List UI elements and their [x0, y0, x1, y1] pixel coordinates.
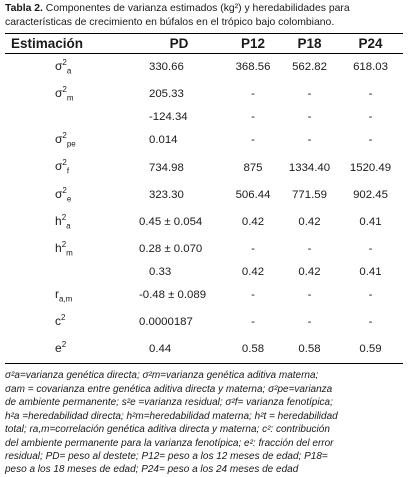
table-row — [5, 54, 403, 82]
table-row — [5, 81, 403, 108]
variance-components-table — [5, 33, 403, 364]
symbol-base: σ — [55, 59, 63, 73]
table-row — [5, 236, 403, 263]
value-p24: 1520.49 — [349, 161, 392, 174]
value-p18: - — [307, 316, 312, 329]
value-p18: 0.42 — [298, 266, 321, 279]
value-p12: 0.42 — [241, 215, 265, 228]
value-p24: 0.41 — [359, 266, 382, 279]
symbol-subscript: f — [66, 166, 70, 176]
symbol-superscript: 2 — [61, 239, 67, 249]
symbol-superscript: 2 — [62, 85, 67, 95]
estimation-symbol — [5, 81, 133, 108]
caption-text: Componentes de varianza estimados (kg²) y heredabilidades para características de crecimiento en búfalos en el trópico bajo colombiano. — [5, 3, 350, 28]
estimation-symbol — [5, 282, 133, 309]
value-pd: 734.98 — [149, 161, 184, 174]
value-pd: -0.48 ± 0.089 — [139, 289, 207, 302]
symbol-base: σ — [55, 159, 63, 174]
value-p12: 0.58 — [225, 336, 281, 364]
table-row — [5, 127, 403, 154]
table-body — [5, 54, 403, 364]
value-pd: 0.28 ± 0.070 — [139, 243, 203, 256]
value-p24: 0.59 — [338, 336, 403, 364]
value-p18: 0.58 — [281, 336, 338, 364]
value-p18: - — [307, 134, 312, 147]
value-p18: 771.59 — [292, 188, 327, 201]
estimation-symbol — [5, 209, 133, 236]
value-p18: - — [307, 243, 312, 256]
value-p12: - — [251, 111, 255, 124]
value-pd: 0.45 ± 0.054 — [139, 215, 203, 228]
symbol-subscript: pe — [66, 139, 76, 149]
symbol-superscript: 2 — [62, 131, 67, 141]
symbol-base: h — [55, 240, 62, 255]
symbol-superscript: 2 — [61, 212, 67, 222]
caption-label: Tabla 2. — [5, 3, 43, 14]
symbol-superscript: 2 — [62, 58, 67, 67]
document-page — [0, 2, 409, 476]
value-p12: 368.56 — [235, 61, 271, 74]
footnote-line: h²a =heredabilidad directa; h²m=heredabilidad materna; h²t = heredabilidad — [5, 410, 338, 422]
symbol-superscript: 2 — [62, 185, 67, 195]
header-p18: P18 — [281, 34, 338, 54]
header-estimacion: Estimación — [5, 34, 133, 54]
estimation-symbol — [5, 263, 133, 282]
footnote-line: residual; PD= peso al destete; P12= peso a los 12 meses de edad; P18= — [5, 450, 328, 462]
value-p12: - — [251, 88, 255, 101]
header-pd: PD — [133, 34, 225, 54]
footnote-line: del ambiente permanente para la varianza fenotípica; e²: fracción del error — [5, 437, 334, 449]
value-p12: - — [251, 289, 255, 302]
symbol-base: σ — [55, 86, 63, 101]
value-p24: - — [368, 111, 373, 124]
value-p12: - — [251, 243, 255, 256]
estimation-symbol — [5, 309, 133, 336]
estimation-symbol — [5, 336, 133, 364]
value-p18: - — [307, 289, 312, 302]
table-row — [5, 309, 403, 336]
table-row — [5, 182, 403, 209]
value-pd: 0.33 — [149, 266, 172, 279]
table-header-row — [5, 34, 403, 54]
symbol-superscript: 2 — [62, 158, 67, 168]
symbol-subscript: a,m — [59, 294, 73, 304]
table-footnotes — [5, 369, 403, 476]
table-row — [5, 154, 403, 181]
footnote-line: de ambiente permanente; s²e =varianza residual; σ²f= varianza fenotípica; — [5, 397, 333, 409]
value-p24: - — [368, 316, 373, 329]
value-p12: - — [251, 316, 255, 329]
value-p24: 0.41 — [359, 215, 382, 228]
symbol-subscript: e — [66, 193, 72, 203]
value-p12: - — [251, 134, 255, 147]
value-p24: 902.45 — [353, 188, 388, 201]
footnote-line: total; ra,m=correlación genética aditiva directa y materna; c²: contribución — [5, 424, 330, 436]
estimation-symbol — [5, 236, 133, 263]
estimation-symbol — [5, 182, 133, 209]
value-p24: - — [368, 289, 373, 302]
value-pd: 205.33 — [149, 88, 184, 101]
value-p12: 506.44 — [235, 188, 271, 201]
table-row — [5, 336, 403, 364]
value-p18: 1334.40 — [288, 161, 331, 174]
symbol-subscript: m — [66, 93, 74, 103]
value-p12: 875 — [243, 161, 263, 174]
value-p24: 618.03 — [353, 61, 388, 74]
table-row — [5, 209, 403, 236]
value-p18: 0.42 — [298, 215, 321, 228]
table-caption — [5, 2, 403, 30]
value-pd: 0.0000187 — [139, 316, 193, 329]
value-pd: 0.44 — [133, 336, 225, 364]
footnote-line: σam = covarianza entre genética aditiva directa y materna; σ²pe=varianza — [5, 383, 333, 395]
symbol-subscript: a — [66, 66, 72, 76]
value-p18: - — [307, 111, 312, 124]
symbol-base: c — [55, 314, 61, 329]
symbol-base: σ — [55, 186, 63, 201]
value-p18: - — [307, 88, 312, 101]
symbol-base: e — [55, 341, 62, 356]
value-pd: 0.014 — [149, 134, 178, 147]
symbol-subscript: m — [66, 248, 73, 258]
symbol-subscript: a — [66, 221, 71, 231]
header-p12: P12 — [225, 34, 281, 54]
footnote-line: σ²a=varianza genética directa; σ²m=varianza genética aditiva materna; — [5, 370, 319, 382]
symbol-base: h — [55, 213, 62, 228]
table-row — [5, 282, 403, 309]
value-pd: 330.66 — [149, 61, 184, 74]
estimation-symbol — [5, 54, 133, 82]
table-row — [5, 108, 403, 127]
footnote-line: peso a los 18 meses de edad; P24= peso a los 24 meses de edad — [5, 464, 299, 476]
symbol-superscript: 2 — [61, 340, 67, 350]
value-pd: -124.34 — [149, 111, 188, 124]
value-p12: 0.42 — [241, 266, 265, 279]
symbol-base: σ — [55, 132, 63, 147]
table-row — [5, 263, 403, 282]
value-p24: - — [368, 243, 373, 256]
value-p24: - — [368, 134, 373, 147]
estimation-symbol — [5, 127, 133, 154]
estimation-symbol — [5, 108, 133, 127]
value-p24: - — [368, 88, 373, 101]
header-p24: P24 — [338, 34, 403, 54]
symbol-base: r — [55, 286, 59, 301]
estimation-symbol — [5, 154, 133, 181]
symbol-superscript: 2 — [61, 313, 66, 323]
value-p18: 562.82 — [292, 61, 327, 74]
value-pd: 323.30 — [149, 188, 184, 201]
